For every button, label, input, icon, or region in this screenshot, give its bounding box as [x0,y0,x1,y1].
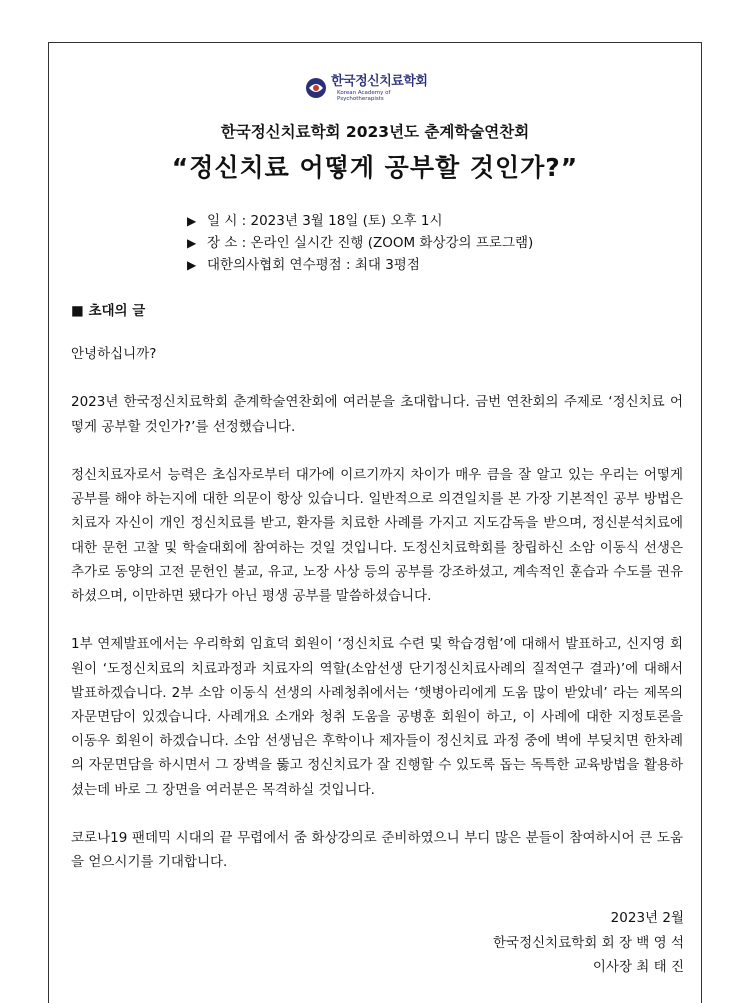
event-subtitle: 한국정신치료학회 2023년도 춘계학술연찬회 [220,123,530,141]
signature-block [493,906,684,980]
paragraph-program: 1부 연제발표에서는 우리학회 임효덕 회원이 ‘정신치료 수련 및 학습경험’에 대해서 발표하고, 신지영 회원이 ‘도정신치료의 치료과정과 치료자의 역할(소암선생 단기정신치료사례의 질적연구 결과)’에 대해서 발표하겠습니다. 2부 소암 이동식 선생의 사례청취에서는 ‘햇병아리에게 도움 많이 받았네’ 라는 제목의 자문면담이 있겠습니다. 사례개요 소개와 청취 도움을 공병훈 회원이 하고, 이 사례에 대한 지정토론을 이동우 회원이 하겠습니다. 소암 선생님은 후학이나 제자들이 정신치료 과정 중에 벽에 부딪치면 한차례의 자문면담을 하시면서 그 장벽을 뚫고 정신치료가 잘 진행할 수 있도록 돕는 독특한 교육방법을 활용하셨는데 바로 그 장면을 여러분은 목격하실 것입니다. [71,636,683,798]
event-title: “정신치료 어떻게 공부할 것인가?” [171,153,579,182]
info-text: 장 소 : 온라인 실시간 진행 (ZOOM 화상강의 프로그램) [207,235,534,251]
logo-name-korean: 한국정신치료학회 [331,73,428,89]
triangle-bullet-icon: ▶ [187,258,197,272]
logo-name-english-2: Psychotherapists [337,95,384,102]
info-text: 대한의사협회 연수평점 : 최대 3평점 [207,257,420,273]
triangle-bullet-icon: ▶ [187,214,197,228]
logo-name-english-1: Korean Academy of [337,89,391,96]
info-text: 일 시 : 2023년 3월 18일 (토) 오후 1시 [207,213,443,229]
signature-date: 2023년 2월 [610,910,684,926]
signature-president: 한국정신치료학회 회 장 백 영 석 [493,934,684,951]
signature-chairman: 이사장 최 태 진 [592,959,684,975]
academy-logo [305,70,427,106]
paragraph-background: 정신치료자로서 능력은 초심자로부터 대가에 이르기까지 차이가 매우 큼을 잘 알고 있는 우리는 어떻게 공부를 해야 하는지에 대한 의문이 항상 있습니다. 일반적으로 의견일치를 본 가장 기본적인 공부 방법은 치료자 자신이 개인 정신치료를 받고, 환자를 치료한 사례를 가지고 지도감독을 받으며, 정신분석치료에 대한 문헌 고찰 및 학술대회에 참여하는 것일 것입니다. 도정신치료학회를 창립하신 소암 이동식 선생은 추가로 동양의 고전 문헌인 불교, 유교, 노장 사상 등의 공부를 강조하셨고, 계속적인 훈습과 수도를 권유하셨으며, 이만하면 됐다가 아닌 평생 공부를 말씀하셨습니다. [71,466,683,604]
paragraph-greeting: 안녕하십니까? [71,346,157,362]
info-item-credits [187,254,533,276]
section-heading: ■ 초대의 글 [71,303,146,319]
paragraph-intro: 2023년 한국정신치료학회 춘계학술연찬회에 여러분을 초대합니다. 금번 연찬회의 주제로 ‘정신치료 어떻게 공부할 것인가?’를 선정했습니다. [71,394,683,435]
academy-emblem-icon [305,77,327,99]
event-info-list [187,210,533,276]
invitation-body [71,342,683,899]
info-item-venue [187,232,533,254]
paragraph-closing: 코로나19 팬데믹 시대의 끝 무렵에서 줌 화상강의로 준비하였으니 부디 많은 분들이 참여하시어 큰 도움을 얻으시기를 기대합니다. [71,830,683,871]
info-item-date [187,210,533,232]
triangle-bullet-icon: ▶ [187,236,197,250]
